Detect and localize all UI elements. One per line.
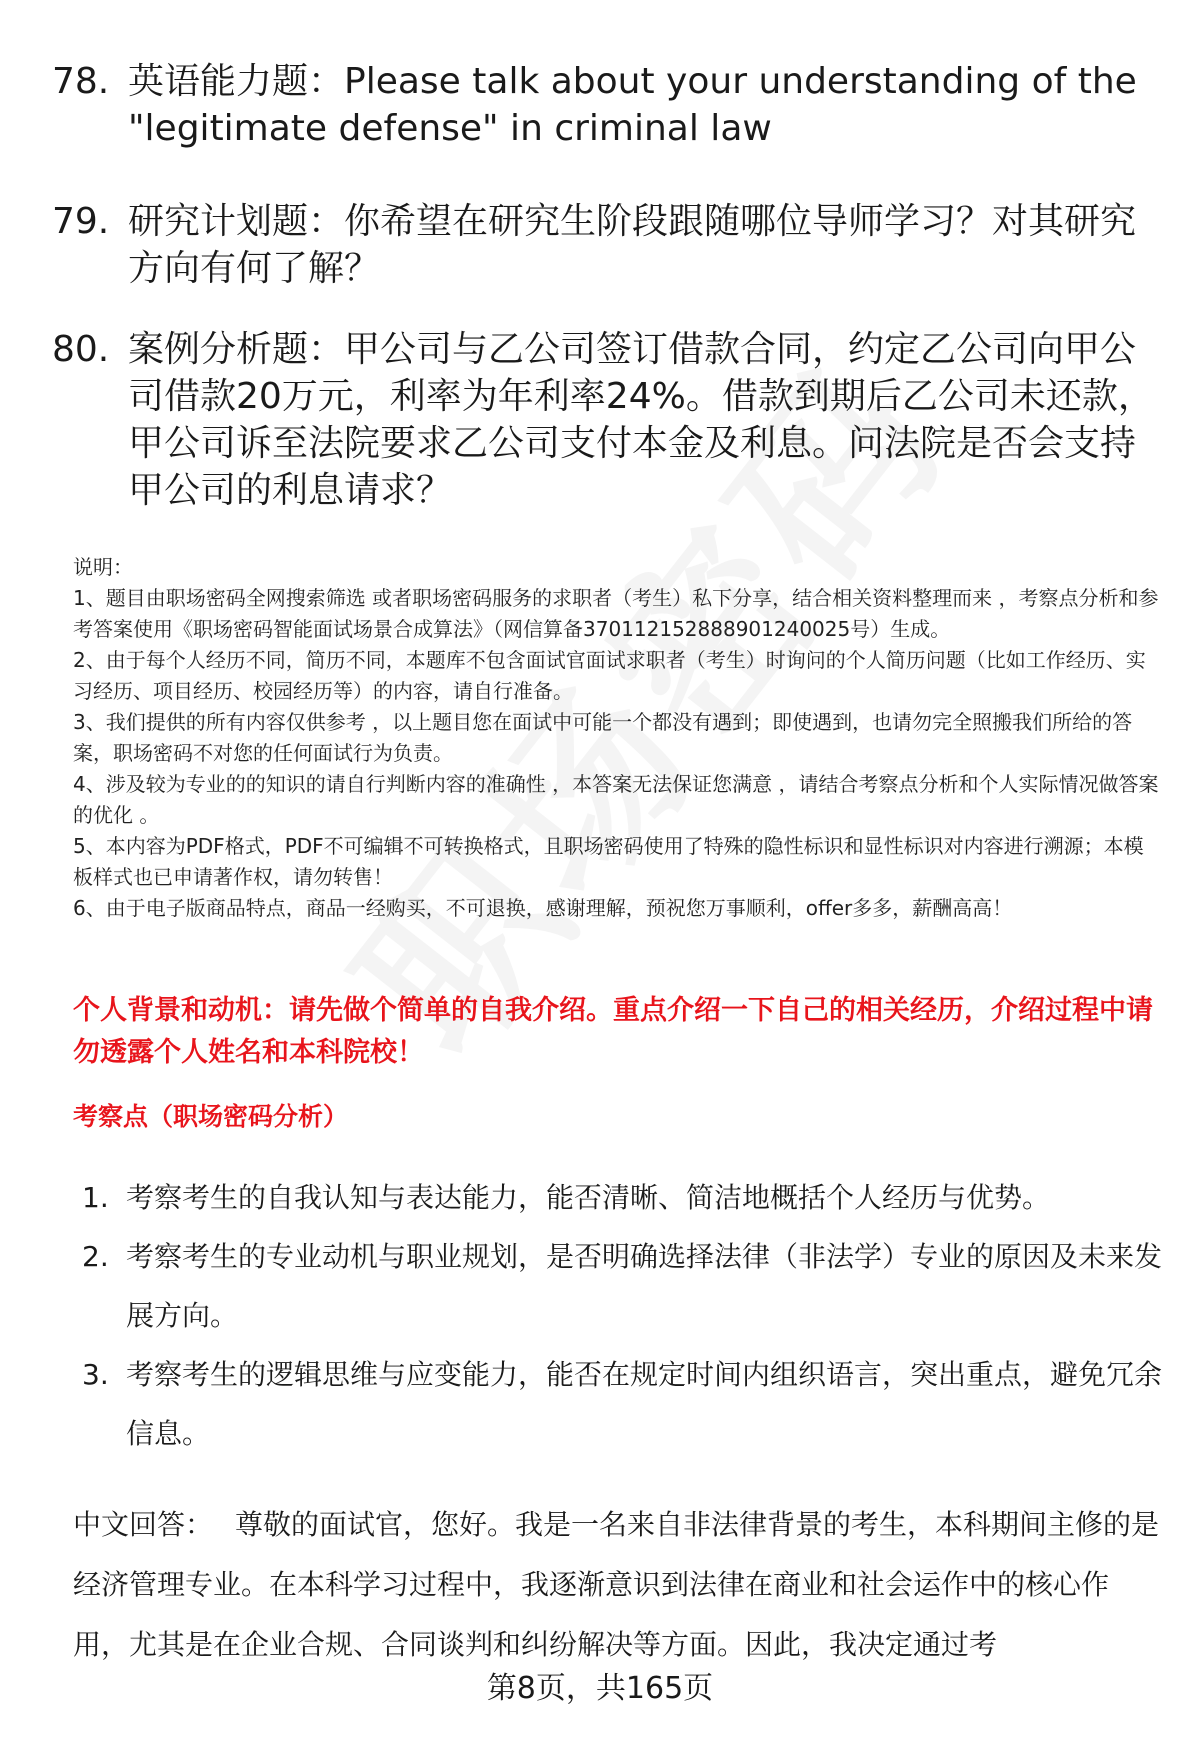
- point-text: 考察考生的逻辑思维与应变能力，能否在规定时间内组织语言，突出重点，避免冗余信息。: [126, 1358, 1163, 1450]
- chinese-answer: [73, 1495, 1163, 1675]
- note-item: 5、本内容为PDF格式，PDF不可编辑不可转换格式，且职场密码使用了特殊的隐性标识和显性标识对内容进行溯源；本模板样式也已申请著作权，请勿转售！: [73, 834, 1144, 889]
- question-79: [52, 198, 1162, 292]
- question-number: 78.: [52, 61, 110, 102]
- question-number: 79.: [52, 201, 110, 242]
- question-78: [52, 58, 1162, 152]
- list-item: [82, 1345, 1162, 1463]
- point-text: 考察考生的自我认知与表达能力，能否清晰、简洁地概括个人经历与优势。: [126, 1181, 1051, 1214]
- note-item: 6、由于电子版商品特点，商品一经购买，不可退换，感谢理解，预祝您万事顺利，offer多多，薪酬高高！: [73, 896, 1013, 920]
- question-80: [52, 326, 1162, 514]
- notes-title: 说明：: [73, 555, 133, 579]
- list-item: [82, 1168, 1162, 1227]
- section-title: 个人背景和动机：请先做个简单的自我介绍。重点介绍一下自己的相关经历，介绍过程中请勿透露个人姓名和本科院校！: [73, 995, 1153, 1068]
- point-number: 2.: [82, 1240, 109, 1273]
- section-subtitle: 考察点（职场密码分析）: [73, 1102, 349, 1131]
- assessment-points: [82, 1168, 1162, 1463]
- disclaimer-notes: [73, 552, 1163, 924]
- question-number: 80.: [52, 329, 110, 370]
- question-text: 研究计划题：你希望在研究生阶段跟随哪位导师学习？对其研究方向有何了解？: [128, 201, 1137, 289]
- answer-label: 中文回答：: [73, 1508, 214, 1541]
- question-text: 英语能力题：Please talk about your understanding of the "legitimate defense" in criminal law: [128, 61, 1137, 149]
- note-item: 2、由于每个人经历不同，简历不同，本题库不包含面试官面试求职者（考生）时询问的个人简历问题（比如工作经历、实习经历、项目经历、校园经历等）的内容，请自行准备。: [73, 648, 1146, 703]
- note-item: 4、涉及较为专业的的知识的请自行判断内容的准确性 ，本答案无法保证您满意 ，请结合考察点分析和个人实际情况做答案的优化 。: [73, 772, 1159, 827]
- list-item: [82, 1227, 1162, 1345]
- answer-text: 尊敬的面试官，您好。我是一名来自非法律背景的考生，本科期间主修的是经济管理专业。在本科学习过程中，我逐渐意识到法律在商业和社会运作中的核心作用，尤其是在企业合规、合同谈判和纠纷解决等方面。因此，我决定通过考: [73, 1508, 1160, 1661]
- note-item: 3、我们提供的所有内容仅供参考 ，以上题目您在面试中可能一个都没有遇到；即使遇到，也请勿完全照搬我们所给的答案，职场密码不对您的任何面试行为负责。: [73, 710, 1133, 765]
- point-number: 3.: [82, 1358, 109, 1391]
- page-footer: 第8页，共165页: [486, 1671, 714, 1706]
- point-number: 1.: [82, 1181, 109, 1214]
- note-item: 1、题目由职场密码全网搜索筛选 或者职场密码服务的求职者（考生）私下分享，结合相关资料整理而来 ，考察点分析和参考答案使用《职场密码智能面试场景合成算法》（网信算备370112152888901240025号）生成。: [73, 586, 1159, 641]
- point-text: 考察考生的专业动机与职业规划，是否明确选择法律（非法学）专业的原因及未来发展方向。: [126, 1240, 1163, 1332]
- question-text: 案例分析题：甲公司与乙公司签订借款合同，约定乙公司向甲公司借款20万元，利率为年利率24%。借款到期后乙公司未还款，甲公司诉至法院要求乙公司支付本金及利息。问法院是否会支持甲公司的利息请求？: [128, 329, 1154, 511]
